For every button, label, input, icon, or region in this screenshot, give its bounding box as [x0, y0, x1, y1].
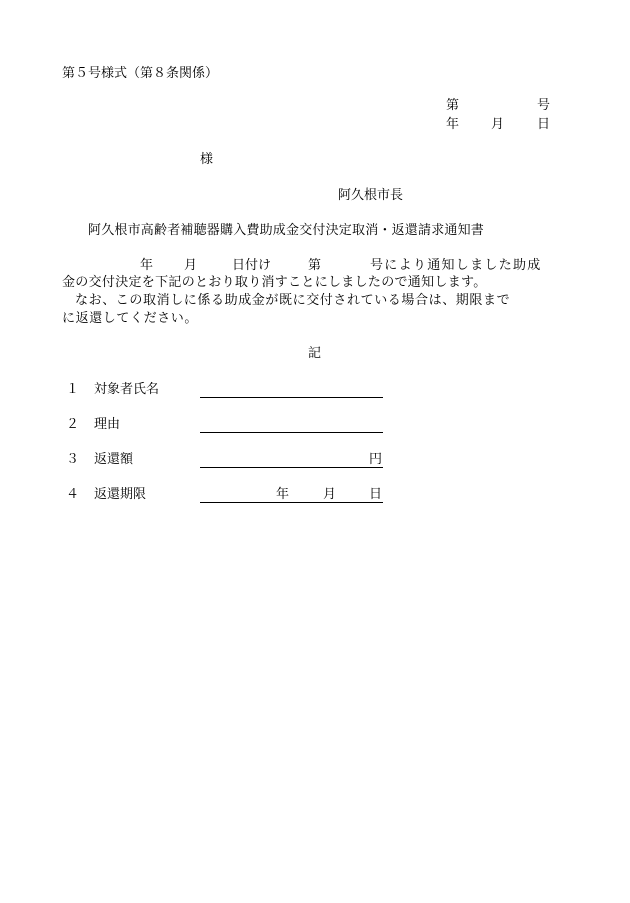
body-line1-tail: 号により通知しました助成 [370, 258, 542, 273]
amount-unit: 円 [369, 452, 383, 467]
deadline-underline [200, 502, 383, 503]
body-month: 月 [184, 258, 198, 273]
ki-heading: 記 [308, 346, 322, 361]
deadline-year: 年 [276, 487, 290, 502]
item-number: ２ [66, 417, 80, 432]
item-number: ３ [66, 452, 80, 467]
date-year: 年 [446, 117, 460, 132]
document-title: 阿久根市高齢者補聴器購入費助成金交付決定取消・返還請求通知書 [88, 223, 485, 238]
document-number-prefix: 第 [446, 98, 460, 113]
date-day: 日 [537, 117, 551, 132]
reason-underline [200, 432, 383, 433]
body-line3: なお、この取消しに係る助成金が既に交付されている場合は、期限まで [75, 293, 511, 308]
body-number-prefix: 第 [308, 258, 322, 273]
item-label-name: 対象者氏名 [94, 382, 160, 397]
name-underline [200, 397, 383, 398]
deadline-month: 月 [323, 487, 337, 502]
body-year: 年 [140, 258, 154, 273]
date-month: 月 [491, 117, 505, 132]
document-number-suffix: 号 [537, 98, 551, 113]
body-line2: 金の交付決定を下記のとおり取り消すことにしましたので通知します。 [62, 275, 487, 290]
item-label-deadline: 返還期限 [94, 487, 147, 502]
body-dated: 日付け [232, 258, 272, 273]
item-label-reason: 理由 [94, 417, 121, 432]
amount-underline [200, 467, 383, 468]
addressee-suffix: 様 [200, 152, 214, 167]
item-number: １ [66, 382, 80, 397]
deadline-day: 日 [369, 487, 383, 502]
item-label-amount: 返還額 [94, 452, 134, 467]
body-line4: に返還してください。 [62, 311, 199, 326]
item-number: ４ [66, 487, 80, 502]
sender-name: 阿久根市長 [338, 188, 404, 203]
form-label: 第５号様式（第８条関係） [62, 66, 219, 81]
